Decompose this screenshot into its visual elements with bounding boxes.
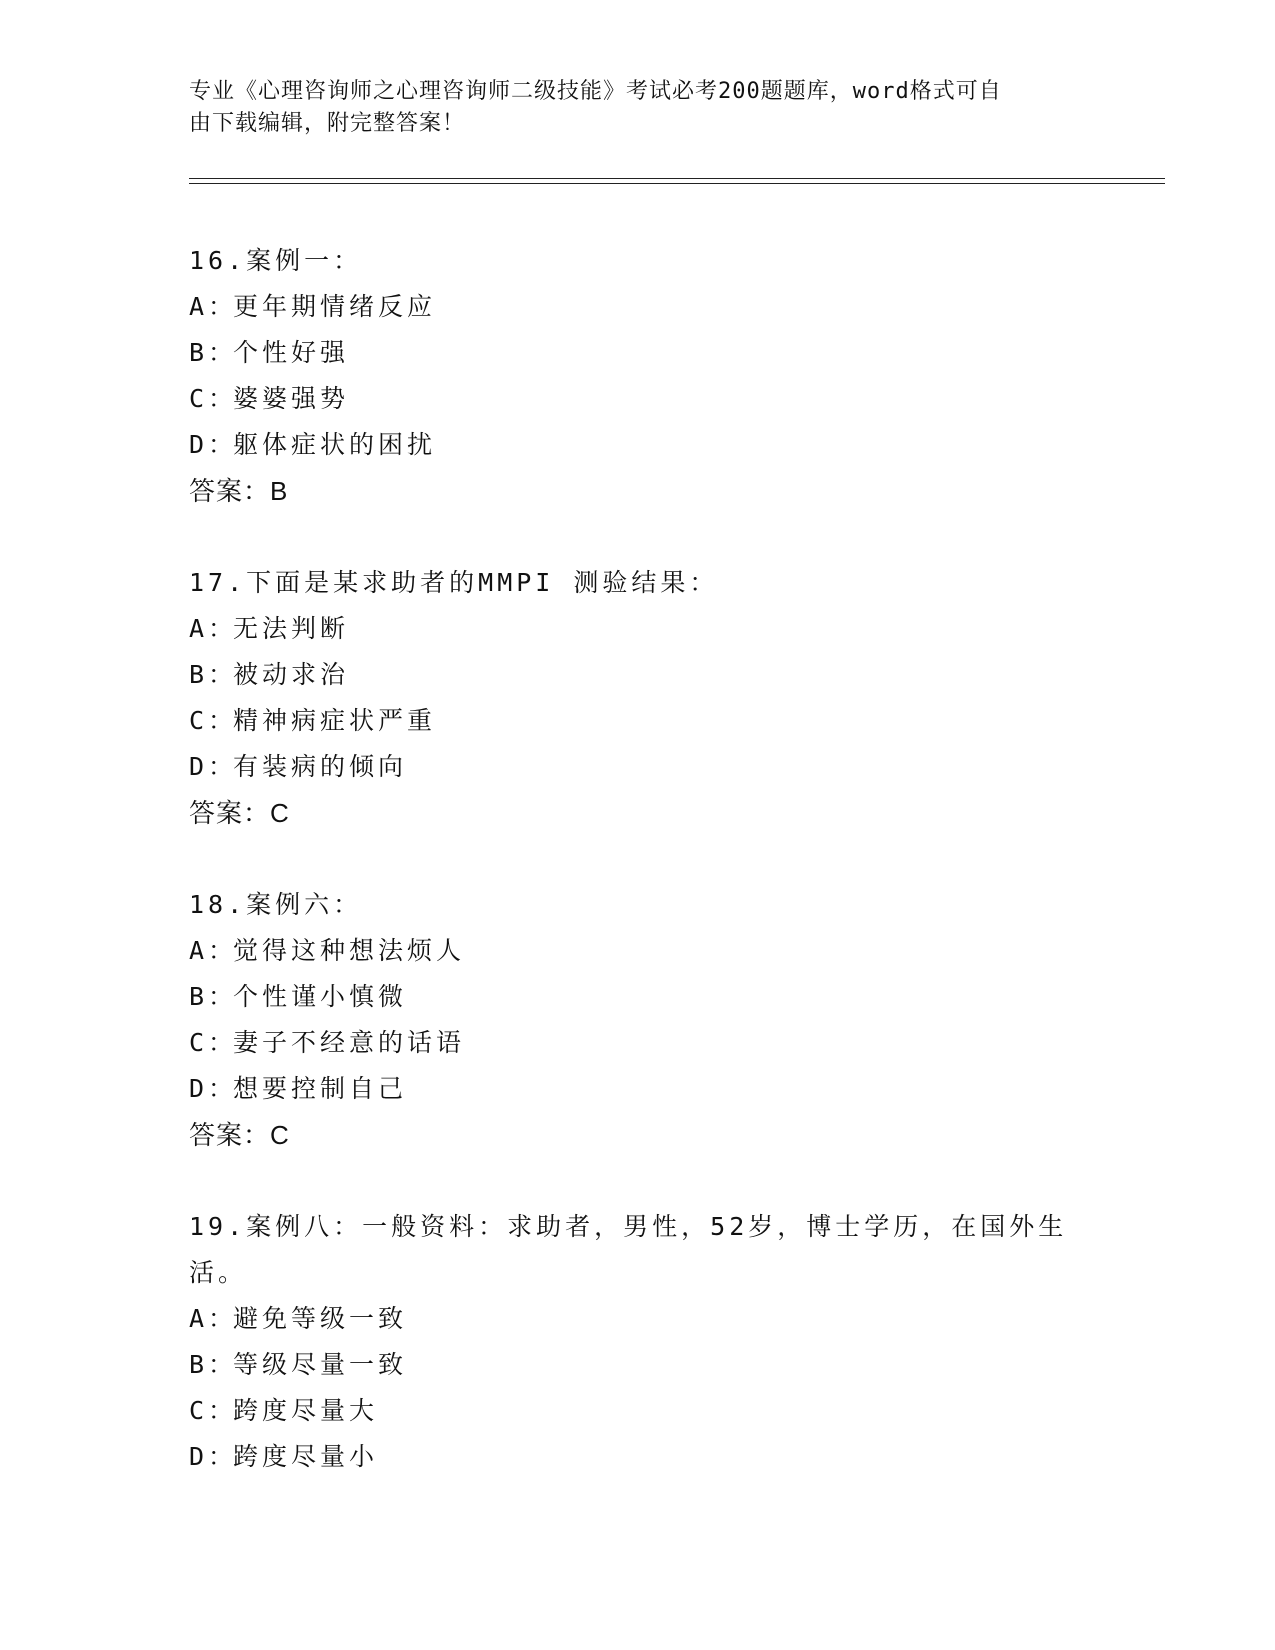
option-key: B： (189, 982, 238, 1011)
header-line-2: 由下载编辑，附完整答案！ (189, 111, 466, 136)
option-c (189, 1020, 1149, 1066)
option-text: 精神病症状严重 (233, 706, 437, 735)
option-d (189, 744, 1149, 790)
option-key: B： (189, 1350, 238, 1379)
option-key: D： (189, 430, 238, 459)
option-a (189, 928, 1149, 974)
question-text: 16.案例一： (189, 246, 363, 275)
option-key: C： (189, 1396, 238, 1425)
option-text: 跨度尽量小 (233, 1442, 379, 1471)
question-text: 17.下面是某求助者的MMPI 测验结果： (189, 568, 719, 597)
option-text: 婆婆强势 (233, 384, 350, 413)
option-a (189, 1296, 1149, 1342)
option-key: D： (189, 1442, 238, 1471)
option-text: 无法判断 (233, 614, 350, 643)
option-key: A： (189, 614, 238, 643)
option-a (189, 606, 1149, 652)
header-divider-top (189, 178, 1165, 179)
question-17 (189, 560, 1149, 836)
option-key: A： (189, 936, 238, 965)
option-b (189, 330, 1149, 376)
option-key: A： (189, 1304, 238, 1333)
option-text: 有装病的倾向 (233, 752, 408, 781)
option-text: 避免等级一致 (233, 1304, 408, 1333)
option-c (189, 376, 1149, 422)
option-text: 个性谨小慎微 (233, 982, 408, 1011)
option-text: 觉得这种想法烦人 (233, 936, 466, 965)
option-text: 想要控制自己 (233, 1074, 408, 1103)
option-key: C： (189, 706, 238, 735)
option-b (189, 974, 1149, 1020)
option-key: D： (189, 752, 238, 781)
option-text: 跨度尽量大 (233, 1396, 379, 1425)
option-key: C： (189, 384, 238, 413)
document-header (189, 76, 1089, 140)
answer: 答案：B (189, 476, 289, 506)
option-c (189, 698, 1149, 744)
answer: 答案：C (189, 798, 290, 828)
question-text: 19.案例八：一般资料：求助者，男性，52岁，博士学历，在国外生活。 (189, 1212, 1068, 1287)
option-d (189, 1066, 1149, 1112)
option-a (189, 284, 1149, 330)
header-line-1: 专业《心理咨询师之心理咨询师二级技能》考试必考200题题库，word格式可自 (189, 79, 1002, 104)
question-19 (189, 1204, 1149, 1480)
option-c (189, 1388, 1149, 1434)
option-text: 更年期情绪反应 (233, 292, 437, 321)
option-key: D： (189, 1074, 238, 1103)
option-text: 妻子不经意的话语 (233, 1028, 466, 1057)
question-16 (189, 238, 1149, 514)
header-divider-bottom (189, 183, 1165, 184)
question-list (189, 238, 1149, 1526)
option-key: C： (189, 1028, 238, 1057)
option-key: A： (189, 292, 238, 321)
option-text: 等级尽量一致 (233, 1350, 408, 1379)
option-d (189, 1434, 1149, 1480)
option-d (189, 422, 1149, 468)
option-b (189, 1342, 1149, 1388)
option-text: 个性好强 (233, 338, 350, 367)
answer: 答案：C (189, 1120, 290, 1150)
question-18 (189, 882, 1149, 1158)
option-b (189, 652, 1149, 698)
option-text: 被动求治 (233, 660, 350, 689)
question-text: 18.案例六： (189, 890, 363, 919)
option-key: B： (189, 338, 238, 367)
option-text: 躯体症状的困扰 (233, 430, 437, 459)
option-key: B： (189, 660, 238, 689)
